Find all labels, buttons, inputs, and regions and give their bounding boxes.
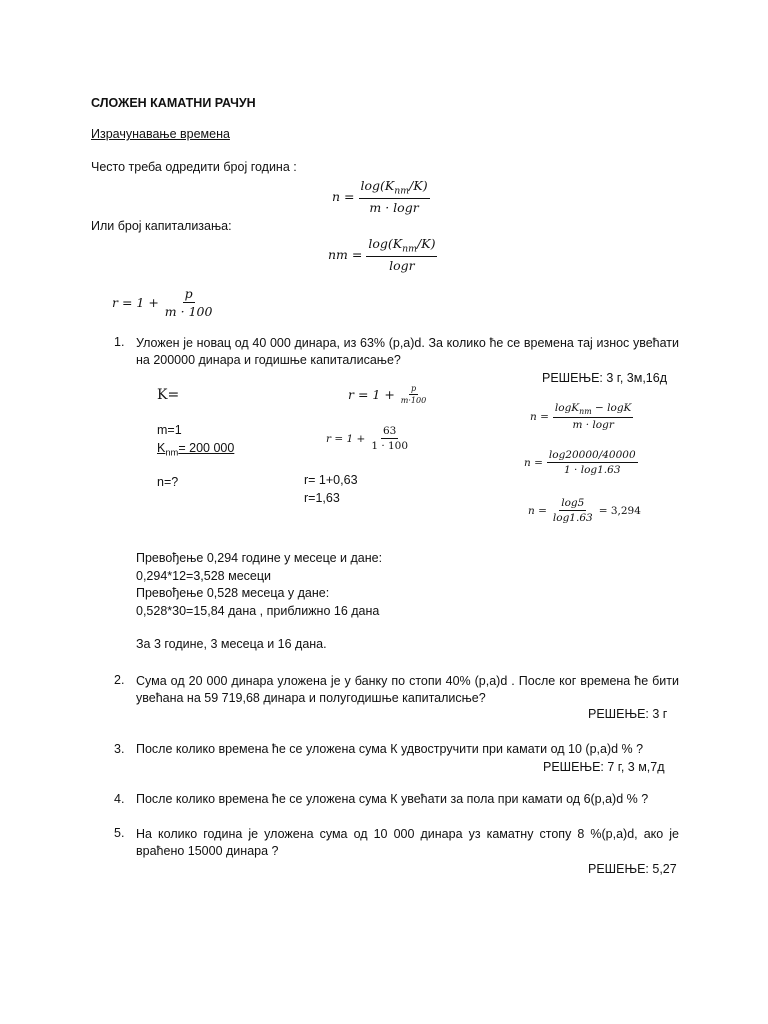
formula-nm: nm = $\frac{\log(K_{nm}/K)}{\log r}$ [328,236,436,273]
formula-n: n = $\frac{\log(K_{nm}/K)}{m \cdot \log r}$ [332,178,428,215]
problem-5-number: 5. [114,826,125,840]
problem-5-text: На колико година је уложена сума од 10 000 динара уз каматну стопу 8 %(p,a)d, ако је враћено 15000 динара ? [136,827,679,858]
problem-1-eq-1: n = $\frac{\log K_{nm} - \log K}{m \cdot \log r}$ [530,402,632,432]
problem-4-text: После колико времена ће се уложена сума К увећати за пола при камати од 6(p,a)d % ? [136,792,649,806]
formula-r: r = 1 + $\frac{p}{m \cdot 100}$ [112,286,213,319]
intro-text-years: Често треба одредити број година : [91,160,297,174]
problem-2-solution: РЕШЕЊЕ: 3 г [588,707,668,721]
problem-3-solution: РЕШЕЊЕ: 7 г, 3 м,7д [543,760,665,774]
problem-1-final: За 3 године, 3 месеца и 16 дана. [136,637,327,651]
problem-4-number: 4. [114,792,125,806]
conversion-line: Превођење 0,294 године у месеце и дане: [136,551,383,565]
problem-1-eq-3: n = $\frac{\log 5}{\log 1.63}$ = 3,294 [528,497,641,524]
r-calc-line-2: r=1,63 [304,491,340,505]
problem-3-text: После колико времена ће се уложена сума К удвостручити при камати од 10 (p,a)d % ? [136,742,644,756]
problem-2-text: Сума од 20 000 динара уложена је у банку по стопи 40% (p,a)d . После ког времена ће бити увећана на 59 719,68 динара и полугодишње капиталисње? [136,674,679,705]
page-title: СЛОЖЕН КАМАТНИ РАЧУН [91,96,256,110]
conversion-block [136,550,382,620]
problem-3-number: 3. [114,742,125,756]
problem-5-solution: РЕШЕЊЕ: 5,27 [588,862,677,876]
problem-1-text: Уложен је новац од 40 000 динара, из 63% (p,a)d. За колико ће се времена тај износ увећати на 200000 динара и годишње капиталисање? [136,336,679,367]
r-calc-line-1: r= 1+0,63 [304,473,358,487]
conversion-line: Превођење 0,528 месеца у дане: [136,586,330,600]
problem-1-number: 1. [114,335,125,349]
k-given: K= [157,387,180,403]
knm-given: $K_{nm}= 200$ 000 [157,441,235,458]
problem-1-r-substituted: r = 1 + $\frac{63}{1 \cdot 100}$ [326,425,409,452]
intro-text-capitalizations: Или број капитализања: [91,219,232,233]
section-subtitle: Израчунавање времена [91,127,230,141]
n-unknown: n=? [157,475,179,489]
conversion-line: 0,528*30=15,84 дана , приближно 16 дана [136,603,380,618]
m-given: m=1 [157,423,182,437]
problem-2-number: 2. [114,673,125,687]
problem-1-eq-2: n = $\frac{\log 20000/40000}{1 \cdot \log 1.63}$ [524,449,636,476]
problem-1-r-formula: r = 1 + $\frac{p}{m\cdot 100}$ [348,384,427,405]
conversion-line: 0,294*12=3,528 месеци [136,568,271,583]
problem-1-solution: РЕШЕЊЕ: 3 г, 3м,16д [542,371,667,385]
